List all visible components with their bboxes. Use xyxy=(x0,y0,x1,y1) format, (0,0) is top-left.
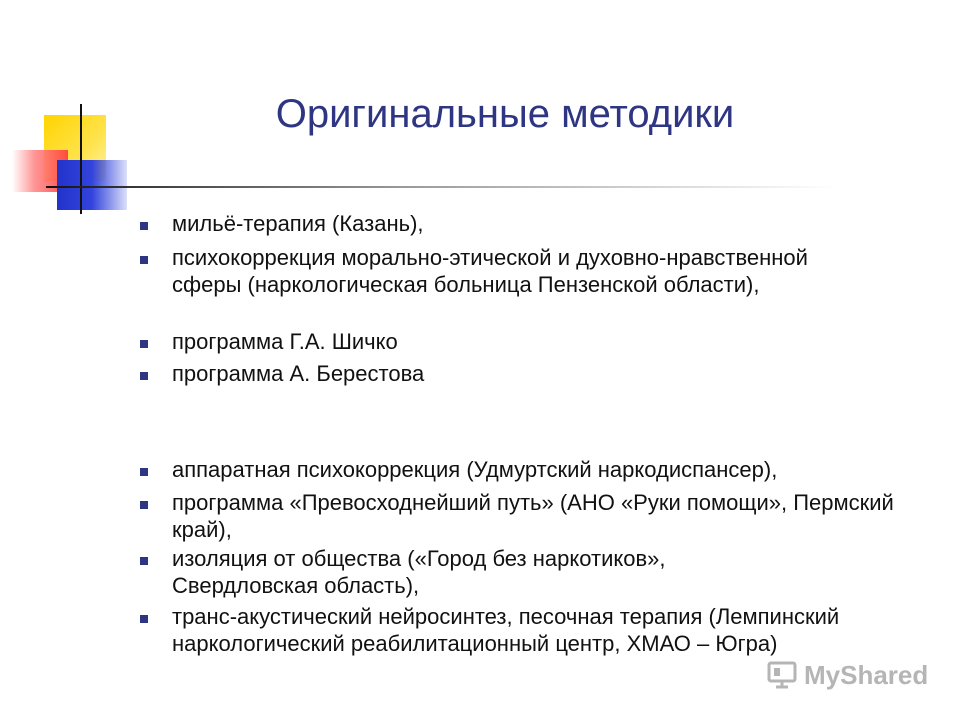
bullet-icon xyxy=(140,615,148,623)
list-item-text: мильё-терапия (Казань), xyxy=(172,211,424,236)
bullet-icon xyxy=(140,340,148,348)
list-item-text: транс-акустический нейросинтез, песочная терапия (Лемпинский наркологический реабилитационный центр, ХМАО – Югра) xyxy=(172,604,840,656)
bullet-icon xyxy=(140,222,148,230)
list-item-text: изоляция от общества («Город без наркотиков», Свердловская область), xyxy=(172,546,666,598)
decor-blue-square xyxy=(57,160,127,210)
watermark xyxy=(766,655,936,695)
bullet-icon xyxy=(140,557,148,565)
watermark-text: MyShared xyxy=(804,659,929,690)
bullet-icon xyxy=(140,372,148,380)
bullet-icon xyxy=(140,468,148,476)
list-item-text: аппаратная психокоррекция (Удмуртский наркодиспансер), xyxy=(172,457,778,482)
presentation-icon xyxy=(766,659,798,691)
list-item-text: психокоррекция морально-этической и духовно-нравственной сферы (наркологическая больница Пензенской области), xyxy=(172,245,808,297)
bullet-icon xyxy=(140,256,148,264)
list-item-text: программа А. Берестова xyxy=(172,361,425,386)
title-underline xyxy=(46,186,836,188)
list-item-text: программа Г.А. Шичко xyxy=(172,329,398,354)
bullet-icon xyxy=(140,501,148,509)
list-item-text: программа «Превосходнейший путь» (АНО «Руки помощи», Пермский край), xyxy=(172,490,894,542)
slide-title: Оригинальные методики xyxy=(275,92,735,136)
